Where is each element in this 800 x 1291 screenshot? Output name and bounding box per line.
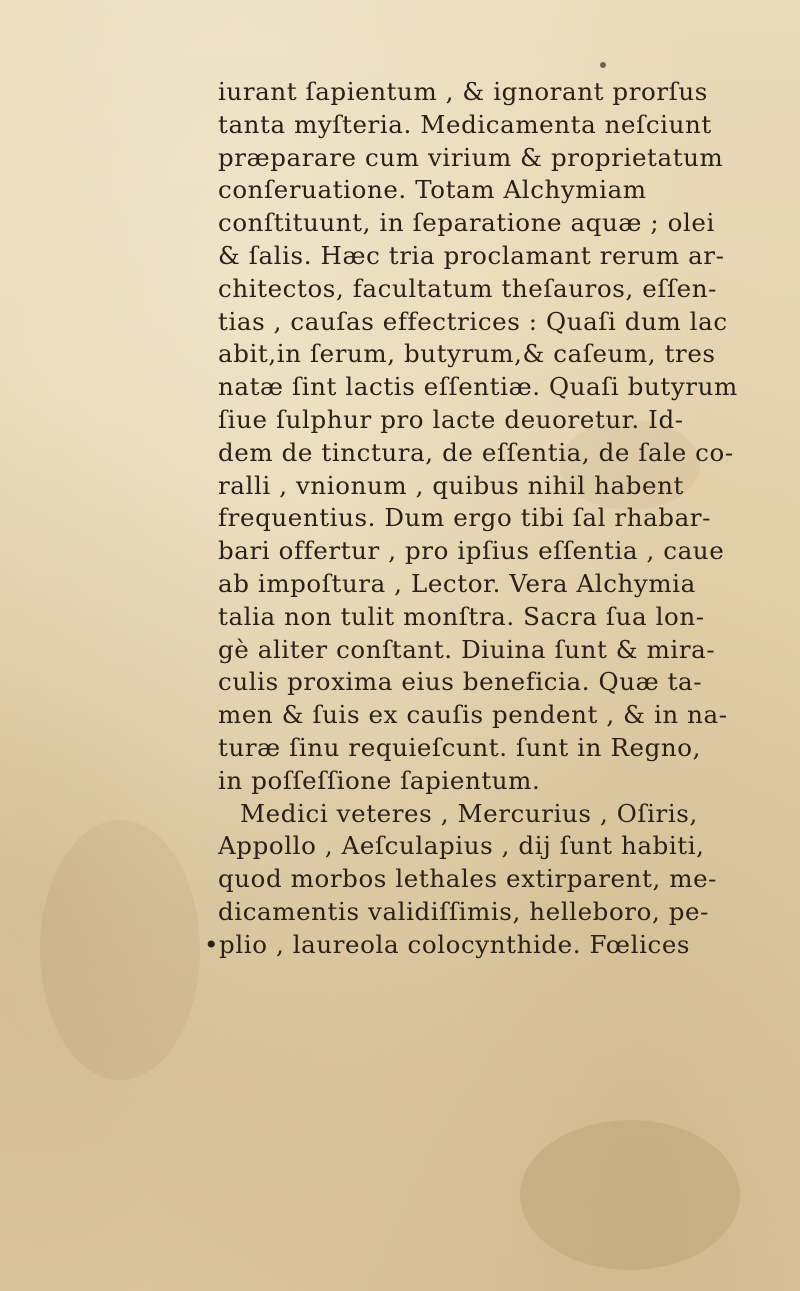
- text-line: conſtituunt, in ſeparatione aquæ ; olei: [218, 208, 715, 238]
- ink-dot: [600, 62, 606, 68]
- paper-stain: [40, 820, 200, 1080]
- text-line: dem de tinctura, de eſſentia, de ſale co-: [218, 437, 734, 467]
- text-line: •plio , laureola colocynthide. Fœlices: [204, 929, 691, 959]
- paper-stain: [520, 1120, 740, 1270]
- text-line: chitectos, facultatum theſauros, eſſen-: [218, 273, 718, 303]
- text-line: tias , cauſas effectrices : Quaſi dum lac: [218, 306, 728, 336]
- text-line: conſeruatione. Totam Alchymiam: [218, 175, 647, 205]
- text-line: ſiue ſulphur pro lacte deuoretur. Id-: [218, 404, 684, 434]
- paragraph-start-line: Medici veteres , Mercurius , Oſiris,: [240, 798, 698, 828]
- text-line: gè aliter conſtant. Diuina ſunt & mira-: [218, 634, 716, 664]
- text-line: natæ ſint lactis eſſentiæ. Quaſi butyrum: [218, 372, 738, 402]
- text-line: talia non tulit monſtra. Sacra ſua lon-: [218, 601, 705, 631]
- text-line: tanta myſteria. Medicamenta neſciunt: [218, 109, 712, 139]
- text-line: culis proxima eius beneficia. Quæ ta-: [218, 667, 703, 697]
- text-line: ralli , vnionum , quibus nihil habent: [218, 470, 684, 500]
- text-line: turæ ſinu requieſcunt. ſunt in Regno,: [218, 732, 701, 762]
- text-line: abit,in ſerum, butyrum,& caſeum, tres: [218, 339, 716, 369]
- text-line: ab impoſtura , Lector. Vera Alchymia: [218, 568, 696, 598]
- text-line: & ſalis. Hæc tria proclamant rerum ar-: [218, 240, 725, 270]
- text-line: Appollo , Aeſculapius , dij ſunt habiti,: [218, 831, 705, 861]
- text-line: iurant ſapientum , & ignorant prorſus: [218, 77, 708, 106]
- text-line: men & ſuis ex cauſis pendent , & in na-: [218, 700, 728, 730]
- text-line: in poſſeſſione ſapientum.: [218, 765, 541, 795]
- text-line: bari offertur , pro ipſius eſſentia , caue: [218, 536, 725, 566]
- body-text: [204, 76, 778, 962]
- text-line: quod morbos lethales extirparent, me-: [218, 864, 718, 894]
- text-line: præparare cum virium & proprietatum: [218, 142, 724, 172]
- text-line: dicamentis validiſſimis, helleboro, pe-: [218, 896, 710, 926]
- text-line: frequentius. Dum ergo tibi ſal rhabar-: [218, 503, 711, 533]
